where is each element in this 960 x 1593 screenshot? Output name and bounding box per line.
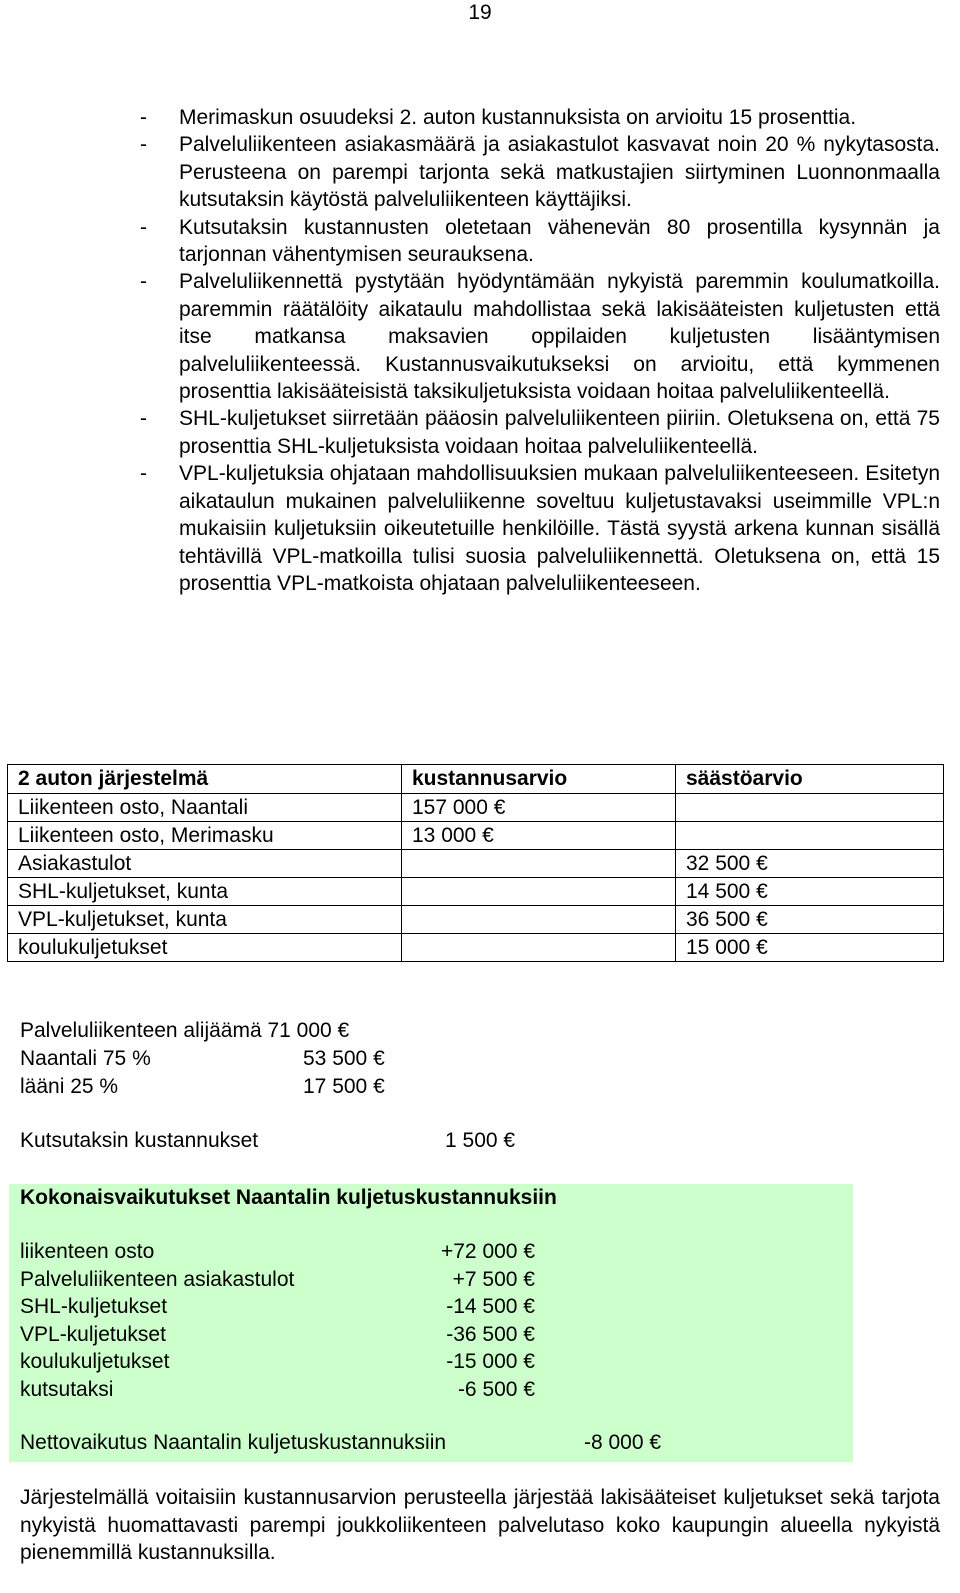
table-cell: koulukuljetukset (8, 934, 402, 962)
effects-value: -15 000 € (446, 1350, 535, 1373)
table-row (8, 934, 944, 962)
assumption-list (140, 104, 940, 597)
table-cell: Liikenteen osto, Merimasku (8, 822, 402, 850)
table-cell: 157 000 € (402, 794, 676, 822)
dash-marker: - (140, 215, 147, 239)
table-cell (402, 934, 676, 962)
table-row (8, 794, 944, 822)
dash-marker: - (140, 407, 147, 431)
effects-row (20, 1348, 620, 1376)
net-effect-value: -8 000 € (584, 1431, 662, 1454)
deficit-value: 17 500 € (303, 1075, 385, 1098)
header-cell-cost-estimate: kustannusarvio (402, 765, 676, 794)
effects-label: liikenteen osto (20, 1240, 155, 1263)
list-item (140, 104, 940, 131)
dash-marker: - (140, 106, 147, 129)
effects-title: Kokonaisvaikutukset Naantalin kuljetuskustannuksiin (20, 1186, 557, 1209)
effects-value: +7 500 € (452, 1267, 535, 1291)
taxi-costs-label: Kutsutaksin kustannukset (20, 1129, 259, 1152)
effects-row (20, 1321, 620, 1349)
table-header-row (8, 765, 944, 794)
net-effect-label: Nettovaikutus Naantalin kuljetuskustannuksiin (20, 1431, 447, 1454)
deficit-label: Palveluliikenteen alijäämä 71 000 € (20, 1019, 350, 1042)
table-cell: Liikenteen osto, Naantali (8, 794, 402, 822)
list-item-text: Kutsutaksin kustannusten oletetaan vähenevän 80 prosentilla kysynnän ja tarjonnan vähentymisen seurauksena. (179, 215, 940, 267)
list-item (140, 268, 940, 405)
effects-value: -14 500 € (446, 1295, 535, 1318)
table-cell: 14 500 € (676, 878, 944, 906)
list-item-text: Merimaskun osuudeksi 2. auton kustannuksista on arvioitu 15 prosenttia. (179, 106, 857, 129)
table-cell (402, 906, 676, 934)
table-cell: 32 500 € (676, 850, 944, 878)
conclusion-paragraph: Järjestelmällä voitaisiin kustannusarvion perusteella järjestää lakisääteiset kuljetukset sekä tarjota nykyistä huomattavasti parempi joukkoliikenteen palvelutaso koko kaupungin alueella nykyistä pienemmillä kustannuksilla. (20, 1486, 940, 1564)
table-row (8, 906, 944, 934)
table-cell: Asiakastulot (8, 850, 402, 878)
taxi-costs-value: 1 500 € (445, 1129, 516, 1152)
table-row (8, 850, 944, 878)
deficit-label: lääni 25 % (20, 1075, 119, 1098)
table-cell: VPL-kuljetukset, kunta (8, 906, 402, 934)
effects-row (20, 1376, 620, 1404)
effects-row (20, 1238, 620, 1266)
list-item (140, 131, 940, 213)
page-number: 19 (468, 1, 492, 24)
list-item-text: Palveluliikennettä pystytään hyödyntämään nykyistä paremmin koulumatkoilla. paremmin räätälöity aikataulu mahdollistaa sekä lakisääteisten kuljetusten että itse matkansa maksavien oppilaiden kuljetusten lisääntymisen palveluliikenteessä. Kustannusvaikutukseksi on arvioitu, että kymmenen prosenttia lakisääteisistä taksikuljetuksista voidaan hoitaa palveluliikenteellä. (179, 270, 940, 404)
table-row (8, 878, 944, 906)
table-cell (676, 822, 944, 850)
effects-value: -6 500 € (457, 1377, 535, 1401)
effects-label: VPL-kuljetukset (20, 1322, 166, 1346)
taxi-costs-row (20, 1126, 620, 1156)
header-cell-system: 2 auton järjestelmä (8, 765, 402, 794)
list-item-text: SHL-kuljetukset siirretään pääosin palveluliikenteen piiriin. Oletuksena on, että 75 prosenttia SHL-kuljetuksista voidaan hoitaa palveluliikenteellä. (179, 407, 940, 458)
effects-label: koulukuljetukset (20, 1350, 170, 1373)
list-item (140, 405, 940, 460)
table-row (8, 822, 944, 850)
list-item-text: Palveluliikenteen asiakasmäärä ja asiakastulot kasvavat noin 20 % nykytasosta. Perusteena on parempi tarjonta sekä matkustajien siirtyminen Luonnonmaalla kutsutaksin käytöstä palveluliikenteen käyttäjiksi. (179, 133, 940, 212)
table-cell: 13 000 € (402, 822, 676, 850)
effects-list (20, 1238, 620, 1403)
effects-value: -36 500 € (446, 1322, 535, 1346)
effects-value: +72 000 € (440, 1240, 535, 1263)
effects-label: Palveluliikenteen asiakastulot (20, 1267, 295, 1291)
list-item (140, 460, 940, 597)
header-cell-savings-estimate: säästöarvio (676, 765, 944, 794)
effects-row (20, 1293, 620, 1321)
deficit-label: Naantali 75 % (20, 1047, 151, 1070)
dash-marker: - (140, 462, 147, 486)
table-cell: 15 000 € (676, 934, 944, 962)
table-cell (402, 878, 676, 906)
dash-marker: - (140, 133, 147, 157)
effects-row (20, 1266, 620, 1294)
table-cell (402, 850, 676, 878)
effects-label: kutsutaksi (20, 1377, 114, 1401)
table-cell: SHL-kuljetukset, kunta (8, 878, 402, 906)
table-cell (676, 794, 944, 822)
list-item-text: VPL-kuljetuksia ohjataan mahdollisuuksien mukaan palveluliikenteeseen. Esitetyn aikataulun mukainen palveluliikenne soveltuu kuljetustavaksi useimmille VPL:n mukaisiin kuljetuksiin oikeutetuille henkilöille. Tästä syystä arkena kunnan sisällä tehtävillä VPL-matkoilla tulisi suosia palveluliikennettä. Oletuksena on, että 15 prosenttia VPL-matkoista ohjataan palveluliikenteeseen. (179, 462, 940, 595)
list-item (140, 214, 940, 269)
dash-marker: - (140, 270, 147, 294)
total-effects-box (9, 1184, 853, 1462)
cost-table (7, 764, 944, 962)
deficit-value: 53 500 € (303, 1047, 385, 1070)
table-cell: 36 500 € (676, 906, 944, 934)
effects-label: SHL-kuljetukset (20, 1295, 168, 1318)
